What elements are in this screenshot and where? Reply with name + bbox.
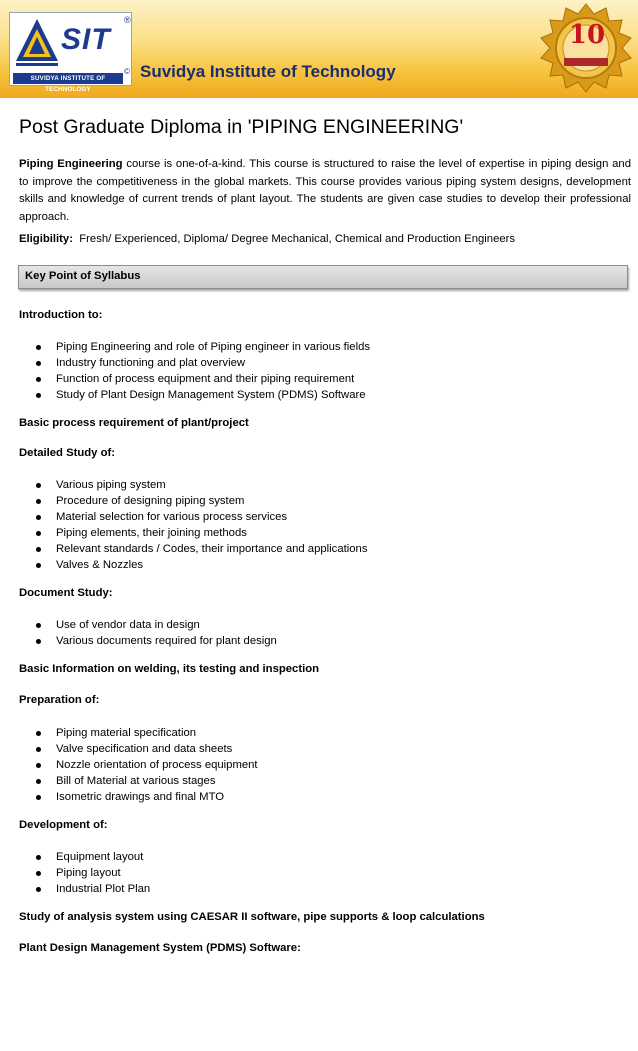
preparation-list [19, 725, 258, 805]
list-item: Piping Engineering and role of Piping engineer in various fields [19, 339, 370, 355]
development-list [19, 849, 150, 897]
document-list [19, 617, 277, 649]
list-item: Relevant standards / Codes, their importance and applications [19, 541, 367, 557]
section-heading-welding: Basic Information on welding, its testing and inspection [19, 663, 320, 675]
list-item: Nozzle orientation of process equipment [19, 757, 258, 773]
copyright-mark: © [124, 67, 130, 76]
list-item: Industry functioning and plat overview [19, 355, 370, 371]
detailed-list [19, 477, 367, 573]
list-item: Isometric drawings and final MTO [19, 789, 258, 805]
triangle-logo-icon [14, 17, 60, 69]
key-point-heading: Key Point of Syllabus [25, 270, 141, 282]
logo-text: SIT [61, 23, 111, 56]
list-item: Study of Plant Design Management System (PDMS) Software [19, 387, 370, 403]
list-item: Function of process equipment and their piping requirement [19, 371, 370, 387]
list-item: Material selection for various process services [19, 509, 367, 525]
section-heading-pdms: Plant Design Management System (PDMS) Software: [19, 942, 301, 954]
section-heading-basic-process: Basic process requirement of plant/project [19, 417, 249, 429]
list-item: Industrial Plot Plan [19, 881, 150, 897]
institute-name: Suvidya Institute of Technology [140, 62, 396, 81]
section-heading-introduction: Introduction to: [19, 309, 103, 321]
section-heading-caesar: Study of analysis system using CAESAR II software, pipe supports & loop calculations [19, 911, 485, 923]
list-item: Piping layout [19, 865, 150, 881]
list-item: Various piping system [19, 477, 367, 493]
list-item: Piping elements, their joining methods [19, 525, 367, 541]
eligibility-text: Fresh/ Experienced, Diploma/ Degree Mechanical, Chemical and Production Engineers [79, 233, 516, 245]
eligibility-label: Eligibility: [19, 233, 73, 245]
registered-mark: ® [124, 15, 131, 25]
list-item: Bill of Material at various stages [19, 773, 258, 789]
badge-number: 10 [568, 20, 606, 50]
list-item: Piping material specification [19, 725, 258, 741]
section-heading-preparation: Preparation of: [19, 694, 100, 706]
introduction-list [19, 339, 370, 403]
intro-paragraph [19, 156, 631, 226]
list-item: Valve specification and data sheets [19, 741, 258, 757]
page-title: Post Graduate Diploma in 'PIPING ENGINEERING' [19, 116, 464, 138]
list-item: Equipment layout [19, 849, 150, 865]
logo-subtitle: SUVIDYA INSTITUTE OF TECHNOLOGY [13, 73, 123, 84]
list-item: Valves & Nozzles [19, 557, 367, 573]
key-point-bar [18, 265, 628, 289]
section-heading-document: Document Study: [19, 587, 113, 599]
section-heading-development: Development of: [19, 819, 108, 831]
list-item: Various documents required for plant design [19, 633, 277, 649]
eligibility [19, 233, 515, 245]
sit-logo [9, 12, 132, 93]
list-item: Use of vendor data in design [19, 617, 277, 633]
section-heading-detailed: Detailed Study of: [19, 447, 116, 459]
intro-text: course is one-of-a-kind. This course is structured to raise the level of expertise in piping design and to improve the competitiveness in the global markets. This course provides various piping system designs, development skills and knowledge of current trends of plant layout. The students are given case studies to develop their professional approach. [19, 158, 631, 223]
list-item: Procedure of designing piping system [19, 493, 367, 509]
intro-lead: Piping Engineering [19, 158, 123, 170]
header-banner [0, 0, 638, 98]
